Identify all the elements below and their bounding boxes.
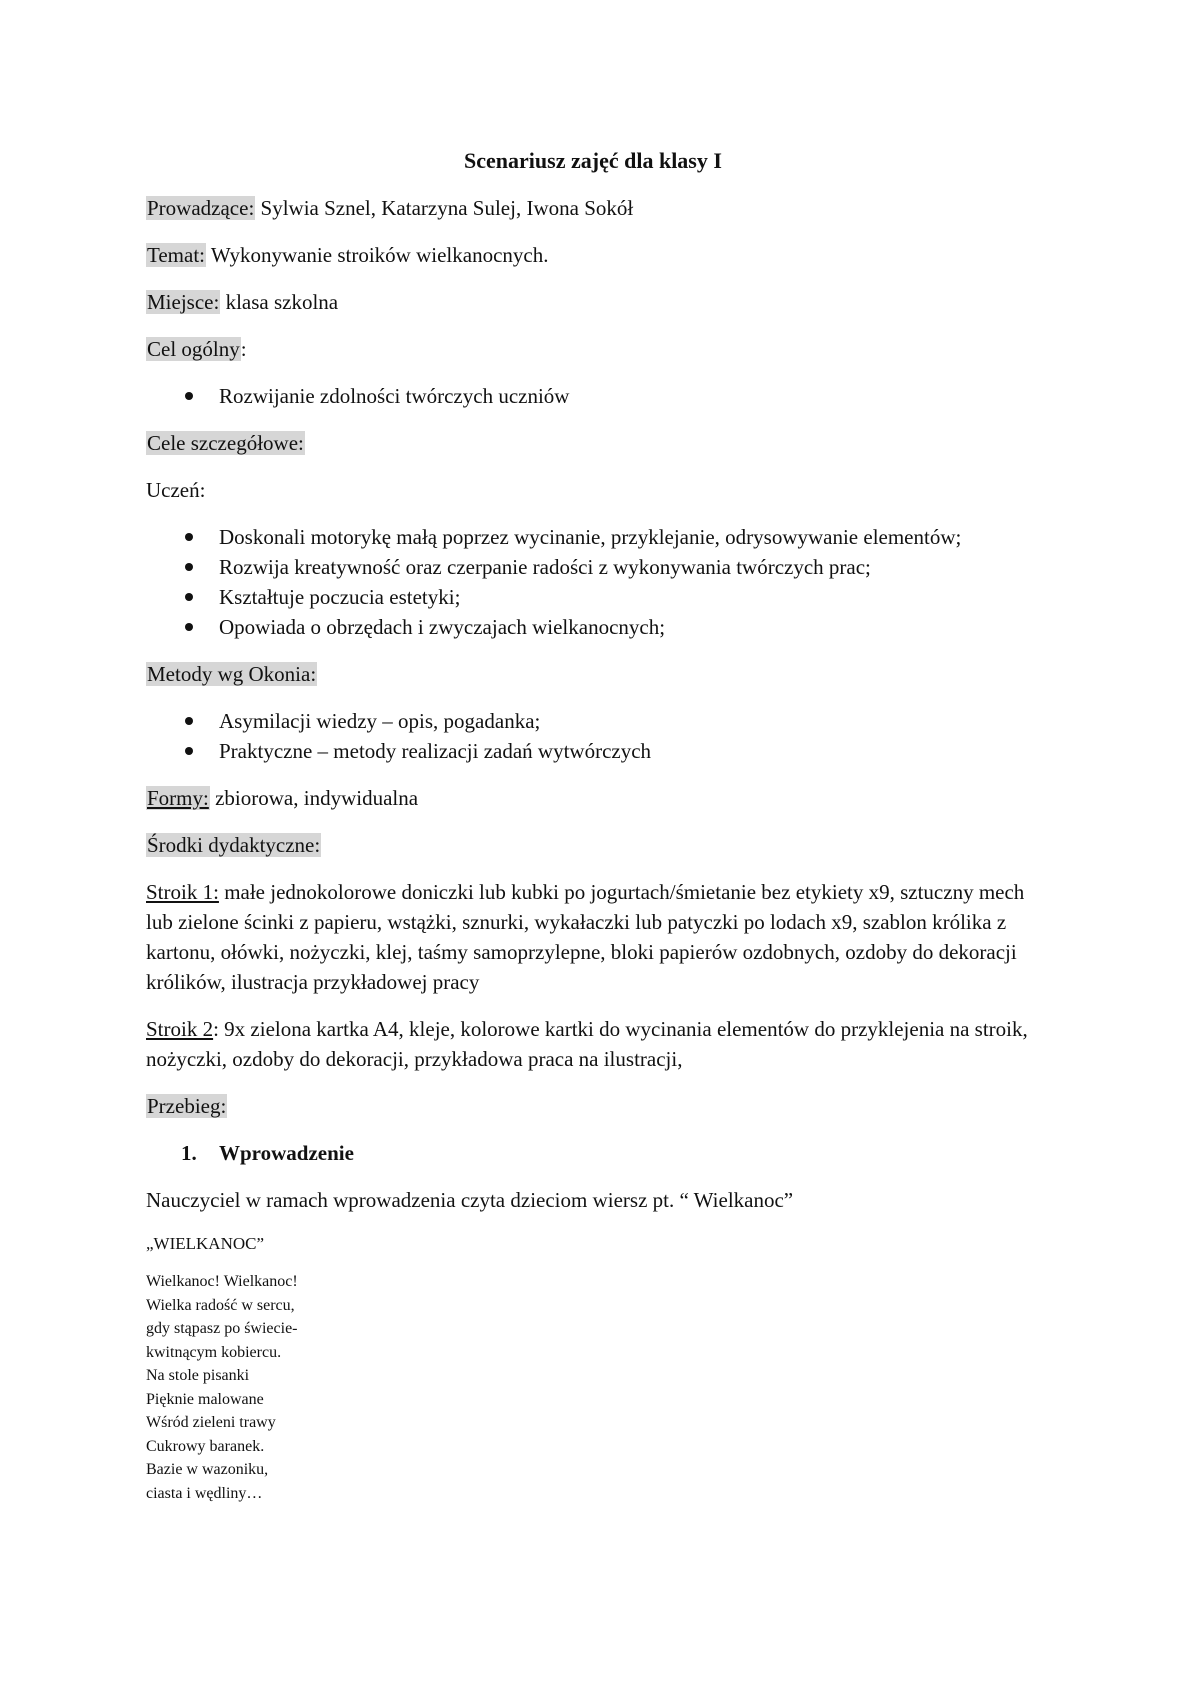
list-item: Doskonali motorykę małą poprzez wycinanie, przyklejanie, odrysowywanie elementów; <box>146 522 1040 552</box>
list-item: Rozwijanie zdolności twórczych uczniów <box>146 381 1040 411</box>
list-item: Asymilacji wiedzy – opis, pogadanka; <box>146 706 1040 736</box>
list-item: Opowiada o obrzędach i zwyczajach wielkanocnych; <box>146 612 1040 642</box>
temat-value: Wykonywanie stroików wielkanocnych. <box>206 243 549 267</box>
miejsce-row <box>146 287 1040 317</box>
cel-ogolny-suffix: : <box>240 337 247 361</box>
temat-row <box>146 240 1040 270</box>
prowadzace-value: Sylwia Sznel, Katarzyna Sulej, Iwona Sokół <box>255 196 634 220</box>
temat-label: Temat: <box>147 243 206 267</box>
list-item: Rozwija kreatywność oraz czerpanie radości z wykonywania twórczych prac; <box>146 552 1040 582</box>
metody-row <box>146 659 1040 689</box>
stroik2-label: Stroik 2 <box>146 1017 214 1041</box>
stroik2-paragraph <box>146 1014 1040 1074</box>
poem-line: gdy stąpasz po świecie- <box>146 1320 298 1337</box>
list-item: Kształtuje poczucia estetyki; <box>146 582 1040 612</box>
cel-ogolny-label: Cel ogólny <box>147 337 240 361</box>
poem-line: Wielka radość w sercu, <box>146 1296 295 1314</box>
uczen-intro: Uczeń: <box>146 478 206 502</box>
miejsce-value: klasa szkolna <box>220 290 339 314</box>
prowadzace-label: Prowadzące: <box>147 196 255 220</box>
metody-label: Metody wg Okonia: <box>147 662 317 686</box>
section-title: Wprowadzenie <box>219 1141 354 1165</box>
section-number: 1. <box>181 1141 197 1165</box>
cel-ogolny-row <box>146 334 1040 364</box>
list-item: Praktyczne – metody realizacji zadań wytwórczych <box>146 736 1040 766</box>
metody-list <box>146 706 1040 766</box>
formy-value: zbiorowa, indywidualna <box>209 786 419 810</box>
cel-ogolny-list <box>146 381 1040 411</box>
formy-label: Formy: <box>147 786 209 810</box>
document-title: Scenariusz zajęć dla klasy I <box>464 148 722 173</box>
srodki-label: Środki dydaktyczne: <box>147 833 321 857</box>
miejsce-label: Miejsce: <box>147 290 220 314</box>
poem-body <box>146 1270 1040 1505</box>
section-heading <box>146 1138 1040 1168</box>
cele-szczegolowe-list <box>146 522 1040 642</box>
przebieg-row <box>146 1091 1040 1121</box>
formy-row <box>146 783 1040 813</box>
poem-line: Wielkanoc! Wielkanoc! <box>146 1273 298 1290</box>
poem-line: Na stole pisanki <box>146 1367 250 1384</box>
cele-szczegolowe-label: Cele szczegółowe: <box>147 431 304 455</box>
poem-line: Bazie w wazoniku, <box>146 1461 269 1478</box>
intro-paragraph: Nauczyciel w ramach wprowadzenia czyta dzieciom wiersz pt. “ Wielkanoc” <box>146 1188 794 1212</box>
stroik1-label: Stroik 1: <box>146 880 219 904</box>
stroik2-value: : 9x zielona kartka A4, kleje, kolorowe kartki do wycinania elementów do przyklejenia na stroik, nożyczki, ozdoby do dekoracji, przykładowa praca na ilustracji, <box>146 1017 1028 1071</box>
prowadzace-row <box>146 193 1040 223</box>
cele-szczegolowe-row <box>146 428 1040 458</box>
poem-line: Wśród zieleni trawy <box>146 1414 276 1431</box>
poem-line: Cukrowy baranek. <box>146 1437 265 1455</box>
srodki-row <box>146 830 1040 860</box>
poem-title: „WIELKANOC” <box>146 1234 265 1253</box>
poem-line: ciasta i wędliny… <box>146 1484 263 1502</box>
poem-line: kwitnącym kobiercu. <box>146 1343 282 1361</box>
stroik1-paragraph <box>146 877 1040 997</box>
przebieg-label: Przebieg: <box>147 1094 227 1118</box>
stroik1-value: małe jednokolorowe doniczki lub kubki po jogurtach/śmietanie bez etykiety x9, sztuczny mech lub zielone ścinki z papieru, wstążki, sznurki, wykałaczki lub patyczki po lodach x9, szablon królika z kartonu, ołówki, nożyczki, klej, taśmy samoprzylepne, bloki papierów ozdobnych, ozdoby do dekoracji królików, ilustracja przykładowej pracy <box>146 880 1025 994</box>
poem-line: Pięknie malowane <box>146 1390 264 1408</box>
